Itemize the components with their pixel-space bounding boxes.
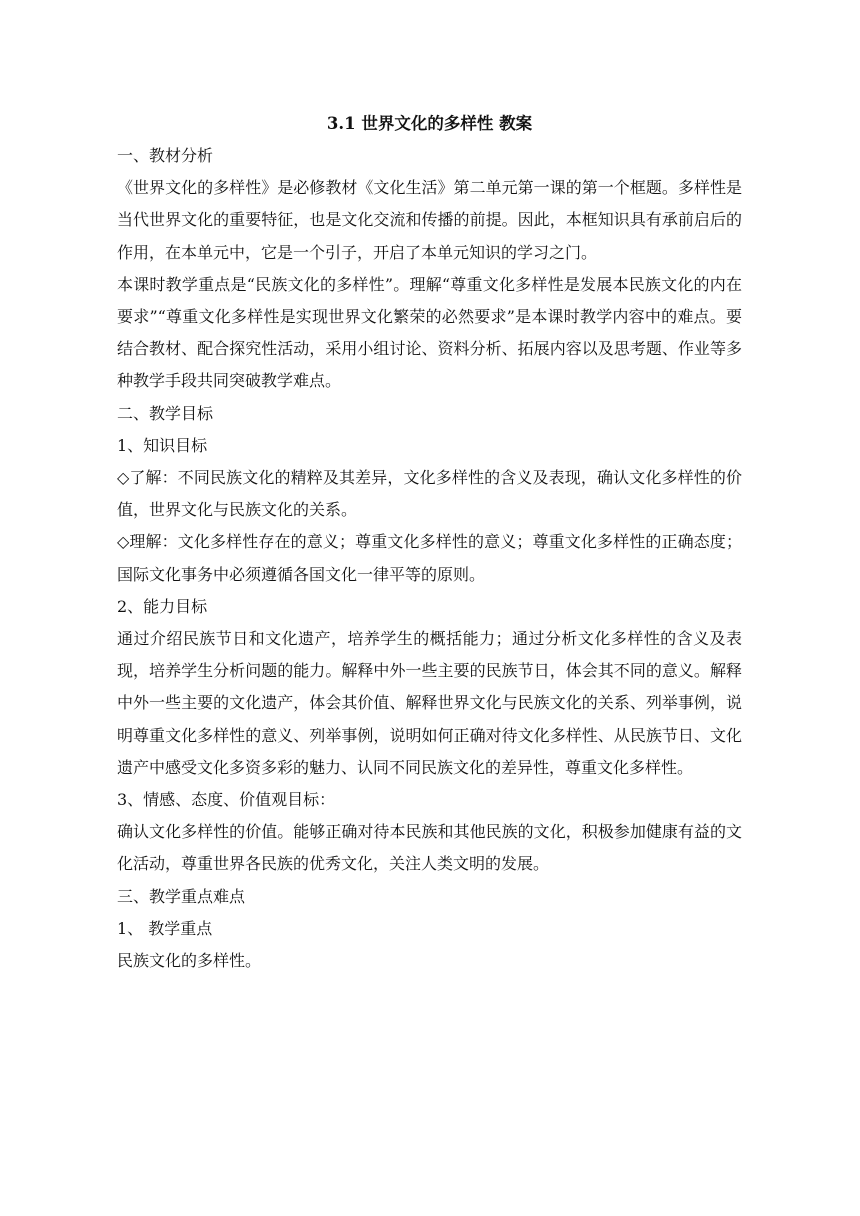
section-heading-textbook-analysis: 一、教材分析 bbox=[117, 146, 214, 165]
paragraph-understand-1: ◇了解：不同民族文化的精粹及其差异，文化多样性的含义及表现，确认文化多样性的价值，世界文化与民族文化的关系。 bbox=[117, 467, 742, 520]
subheading-values-goals: 3、情感、态度、价值观目标： bbox=[117, 790, 336, 809]
subheading-ability-goals: 2、能力目标 bbox=[117, 596, 208, 616]
paragraph-teaching-focus: 本课时教学重点是“民族文化的多样性”。理解“尊重文化多样性是发展本民族文化的内在要求”“尊重文化多样性是实现世界文化繁荣的必然要求”是本课时教学内容中的难点。要结合教材、配合探究性活动，采用小组讨论、资料分析、拓展内容以及思考题、作业等多种教学手段共同突破教学难点。 bbox=[117, 274, 742, 391]
section-heading-key-points: 三、教学重点难点 bbox=[117, 886, 246, 906]
subheading-teaching-focus: 1、 教学重点 bbox=[117, 918, 213, 938]
paragraph-ability-goals: 通过介绍民族节日和文化遗产，培养学生的概括能力；通过分析文化多样性的含义及表现，培养学生分析问题的能力。解释中外一些主要的民族节日，体会其不同的意义。解释中外一些主要的文化遗产，体会其价值、解释世界文化与民族文化的关系、列举事例，说明尊重文化多样性的意义、列举事例，说明如何正确对待文化多样性、从民族节日、文化遗产中感受文化多资多彩的魅力、认同不同民族文化的差异性，尊重文化多样性。 bbox=[117, 628, 742, 777]
document-title: 3.1 世界文化的多样性 教案 bbox=[326, 114, 533, 133]
paragraph-values-goals: 确认文化多样性的价值。能够正确对待本民族和其他民族的文化，积极参加健康有益的文化活动，尊重世界各民族的优秀文化，关注人类文明的发展。 bbox=[117, 822, 742, 874]
paragraph-focus-content: 民族文化的多样性。 bbox=[117, 950, 262, 970]
subheading-knowledge-goals: 1、知识目标 bbox=[117, 435, 208, 455]
section-heading-teaching-goals: 二、教学目标 bbox=[117, 403, 214, 423]
paragraph-understand-2: ◇理解：文化多样性存在的意义；尊重文化多样性的意义；尊重文化多样性的正确态度；国际文化事务中必须遵循各国文化一律平等的原则。 bbox=[117, 532, 742, 584]
paragraph-textbook-analysis: 《世界文化的多样性》是必修教材《文化生活》第二单元第一课的第一个框题。多样性是当代世界文化的重要特征，也是文化交流和传播的前提。因此，本框知识具有承前启后的作用，在本单元中，它是一个引子，开启了本单元知识的学习之门。 bbox=[117, 178, 742, 262]
document-page bbox=[117, 108, 742, 977]
